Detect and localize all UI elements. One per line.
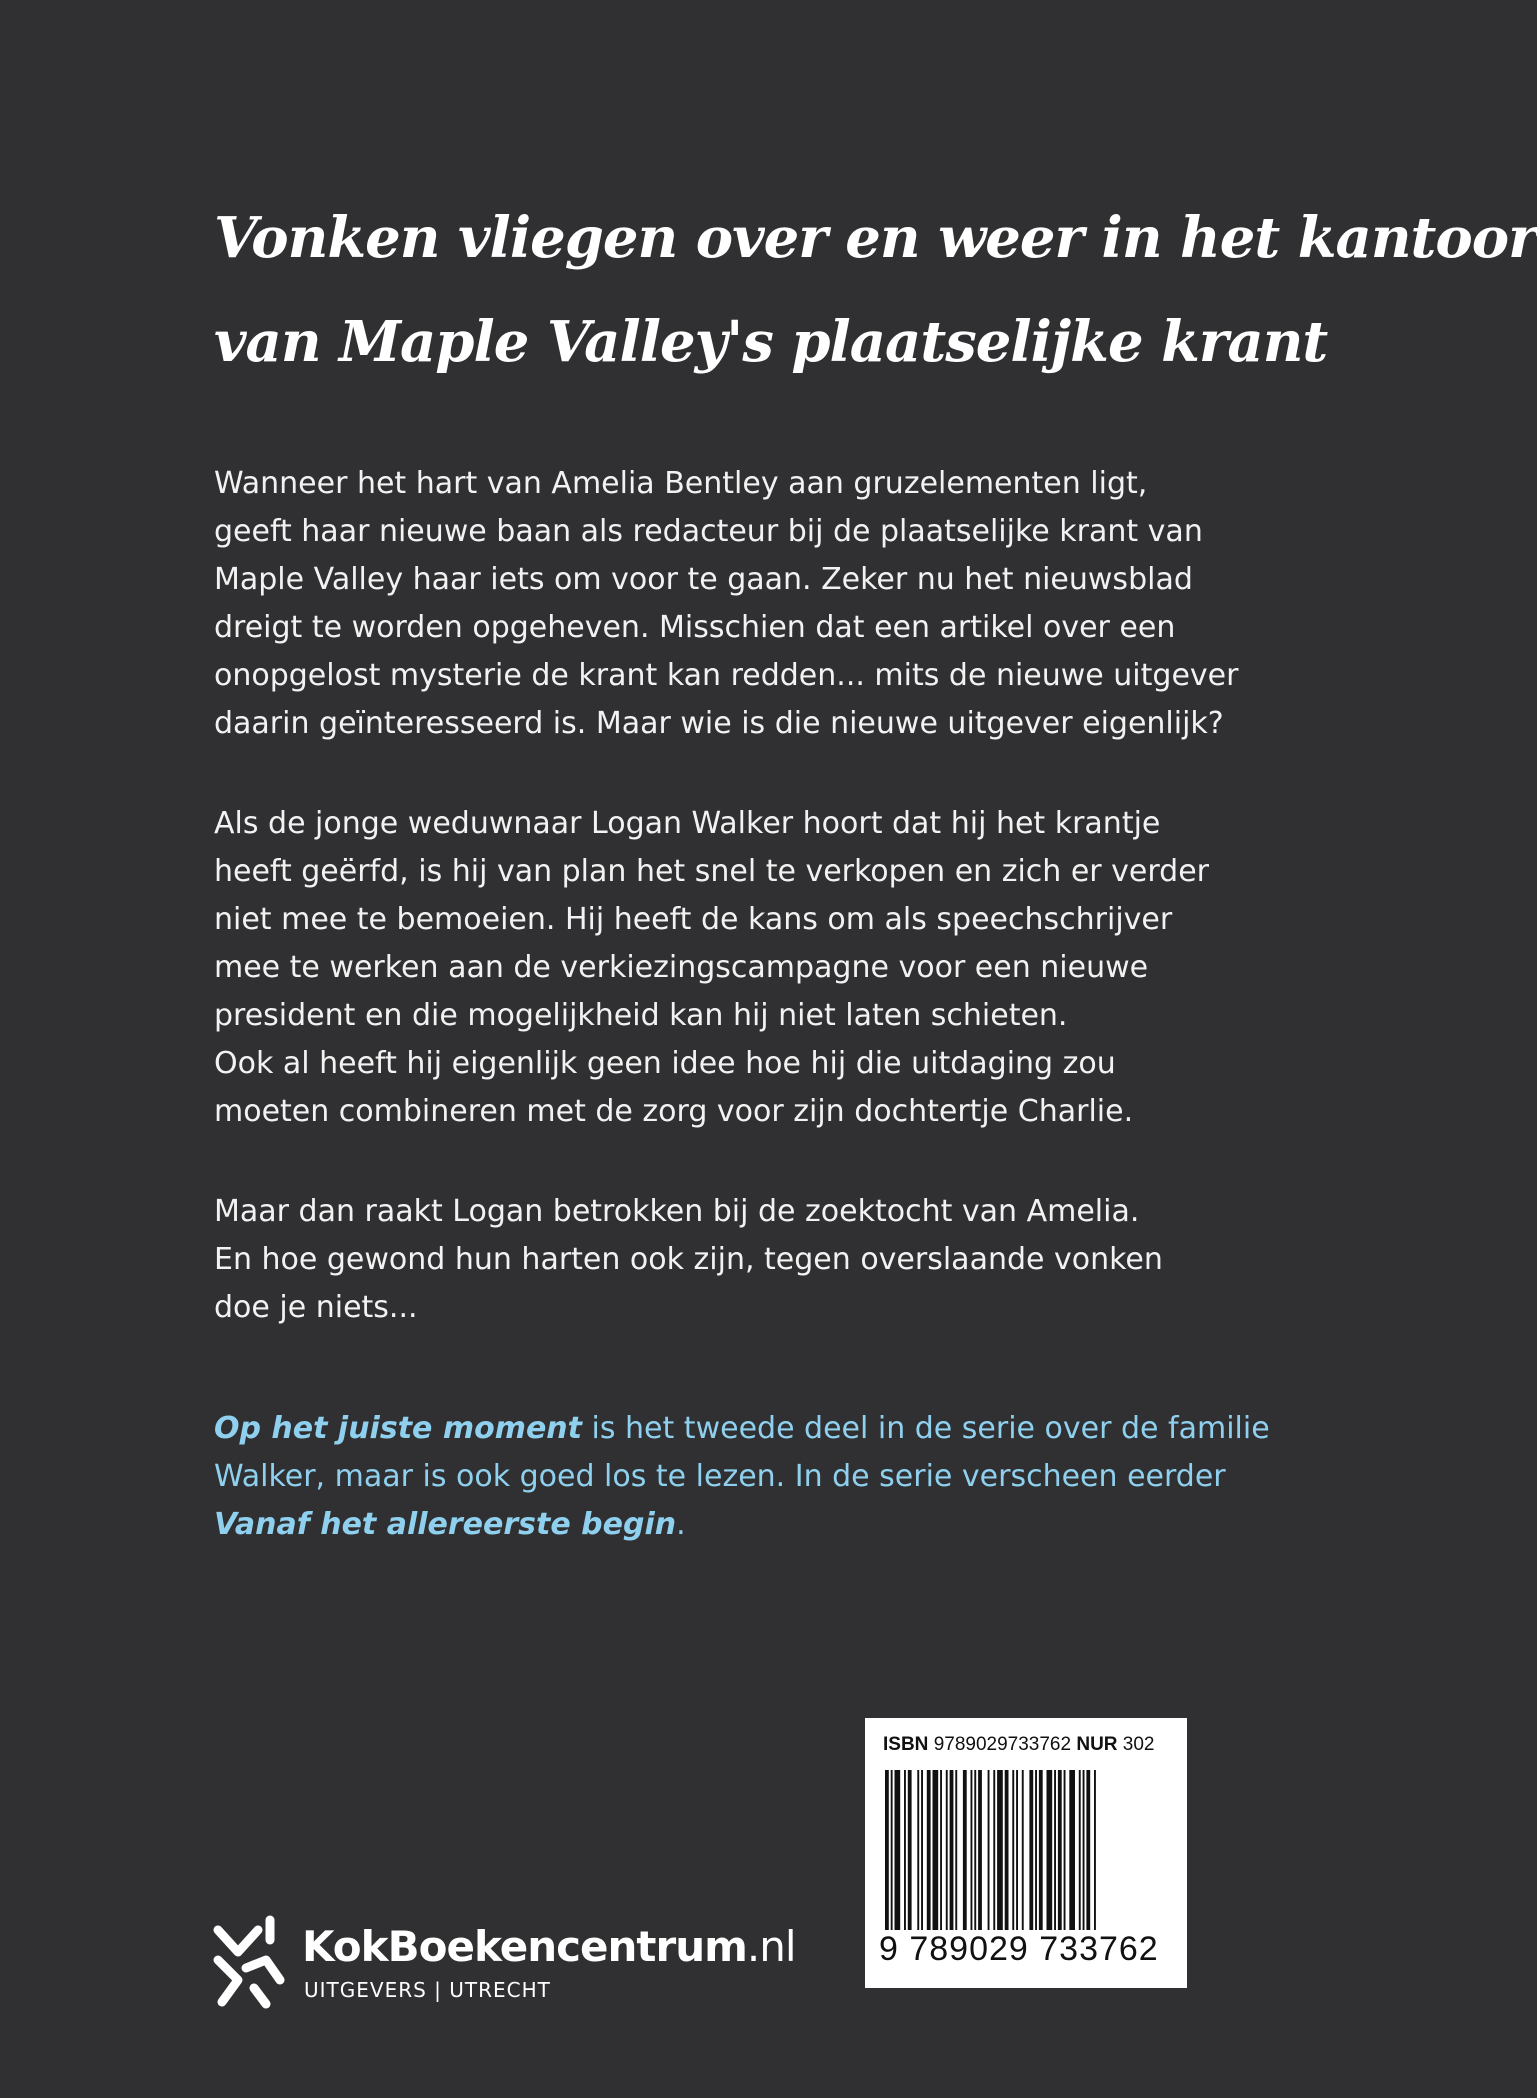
barcode-graphic [883,1770,1171,1930]
barcode-bar [946,1770,948,1930]
previous-title: Vanaf het allereerste begin [214,1507,677,1542]
barcode-bar [927,1770,931,1930]
blurb-paragraph-3 [214,1188,1214,1332]
barcode-bar [1047,1770,1053,1930]
barcode-bar [1005,1770,1009,1930]
blurb-line: Wanneer het hart van Amelia Bentley aan gruzelementen ligt, [214,466,1148,501]
blurb-line: geeft haar nieuwe baan als redacteur bij de plaatselijke krant van [214,514,1203,549]
isbn-number: 9789029733762 [933,1734,1072,1755]
blurb-line: daarin geïnteresseerd is. Maar wie is die nieuwe uitgever eigenlijk? [214,706,1224,741]
barcode-bar [891,1770,893,1930]
barcode-bar [933,1770,939,1930]
isbn-label: ISBN [883,1734,929,1755]
headline-line-2: van Maple Valley's plaatselijke krant [214,309,1328,375]
barcode-bar [1058,1770,1062,1930]
barcode-panel [865,1718,1187,1988]
barcode-bar [988,1770,990,1930]
blurb-line: onopgelost mysterie de krant kan redden... mits de nieuwe uitgever [214,658,1239,693]
series-note-line-1 [214,1405,1270,1453]
barcode-bar [895,1770,901,1930]
headline-line-1: Vonken vliegen over en weer in het kantoor [214,205,1537,271]
barcode-bar [1035,1770,1037,1930]
barcode-bar [993,1770,995,1930]
publisher-subtitle: UITGEVERS | UTRECHT [304,1978,551,2002]
barcode-bar [1054,1770,1056,1930]
publisher-name-text: KokBoekencentrum [302,1922,747,1971]
series-note-text-a: is het tweede deel in de serie over de familie [582,1411,1270,1446]
barcode-bar [1079,1770,1081,1930]
barcode-bar [971,1770,973,1930]
barcode-bar [950,1770,954,1930]
barcode-bar [908,1770,912,1930]
barcode-digits: 9 789029 733762 [879,1930,1159,1968]
publisher-logo [210,1902,796,2022]
blurb-line: Als de jonge weduwnaar Logan Walker hoort dat hij het krantje [214,806,1161,841]
barcode-bar [955,1770,957,1930]
series-note-line-3 [214,1501,1214,1549]
barcode-bar [1094,1770,1096,1930]
barcode-bar [963,1770,967,1930]
isbn-line [883,1734,1155,1756]
blurb-line: doe je niets... [214,1290,418,1325]
barcode-bar [1086,1770,1090,1930]
barcode-bar [1039,1770,1043,1930]
blurb-line: heeft geërfd, is hij van plan het snel te verkopen en zich er verder [214,854,1210,889]
blurb-line: En hoe gewond hun harten ook zijn, tegen overslaande vonken [214,1242,1163,1277]
barcode-bar [1029,1770,1033,1930]
series-note [214,1405,1270,1549]
blurb-line: moeten combineren met de zorg voor zijn dochtertje Charlie. [214,1094,1134,1129]
current-title: Op het juiste moment [214,1411,582,1446]
blurb-line: Ook al heeft hij eigenlijk geen idee hoe hij die uitdaging zou [214,1046,1116,1081]
blurb-line: mee te werken aan de verkiezingscampagne voor een nieuwe [214,950,1149,985]
barcode-bar [917,1770,919,1930]
barcode-bar [921,1770,923,1930]
blurb-line: Maar dan raakt Logan betrokken bij de zoektocht van Amelia. [214,1194,1140,1229]
publisher-domain: .nl [746,1922,796,1971]
barcode-bar [997,1770,1003,1930]
blurb-line: dreigt te worden opgeheven. Misschien dat een artikel over een [214,610,1176,645]
headline [214,186,1537,394]
blurb-paragraph-2 [214,800,1214,1136]
barcode-bar [978,1770,982,1930]
barcode-bar [974,1770,976,1930]
nur-label: NUR [1076,1734,1118,1755]
blurb-line: niet mee te bemoeien. Hij heeft de kans om als speechschrijver [214,902,1173,937]
barcode-bar [904,1770,906,1930]
publisher-logo-icon [210,1910,286,2010]
publisher-name [302,1922,796,1971]
blurb-line: Maple Valley haar iets om voor te gaan. Zeker nu het nieuwsblad [214,562,1193,597]
nur-number: 302 [1122,1734,1155,1755]
blurb-paragraph-1 [214,460,1239,748]
barcode-bar [1069,1770,1075,1930]
barcode-bar [1022,1770,1024,1930]
blurb-line: president en die mogelijkheid kan hij niet laten schieten. [214,998,1068,1033]
barcode-bar [1012,1770,1014,1930]
barcode-bar [1016,1770,1018,1930]
series-note-line-2: Walker, maar is ook goed los te lezen. In de serie verscheen eerder [214,1459,1226,1494]
series-note-end: . [676,1507,686,1542]
barcode-bar [885,1770,889,1930]
barcode-bar [940,1770,942,1930]
barcode-bar [1083,1770,1085,1930]
barcode-bar [1064,1770,1066,1930]
